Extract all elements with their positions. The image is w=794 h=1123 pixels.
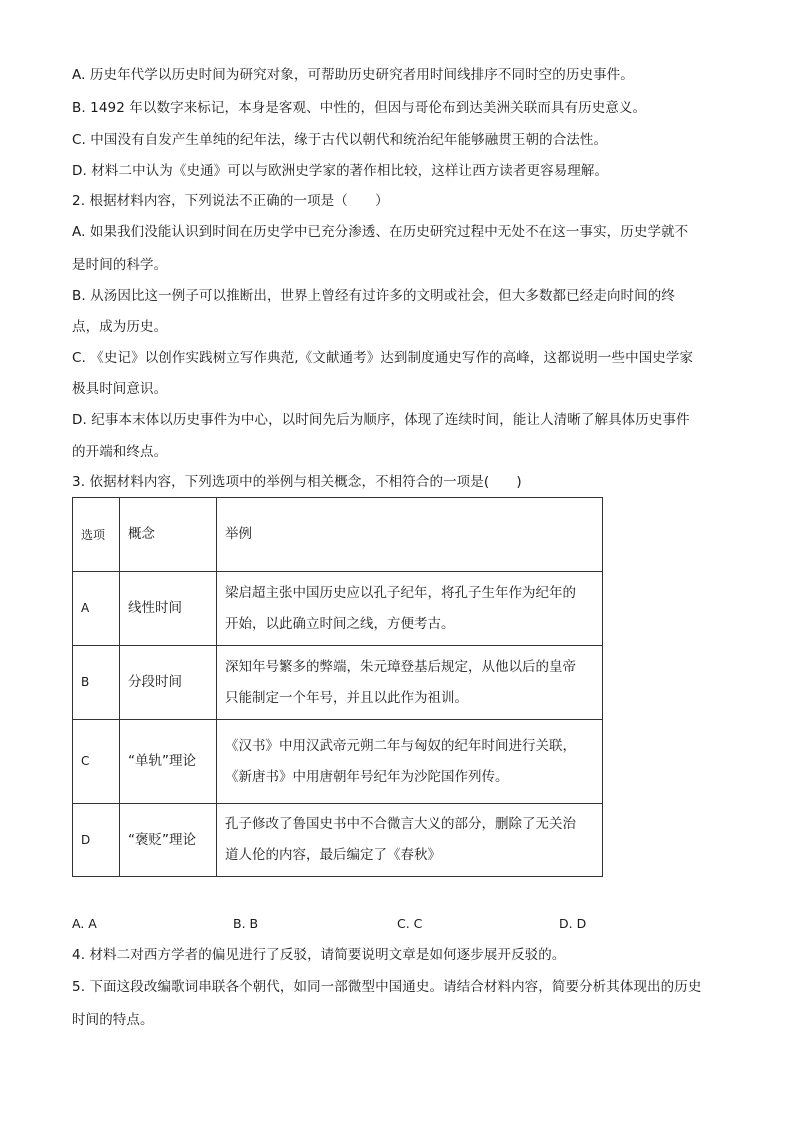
- example-line: 《新唐书》中用唐朝年号纪年为沙陀国作列传。: [225, 768, 509, 785]
- question-3-stem: 3. 依据材料内容，下列选项中的举例与相关概念，不相符合的一项是( ): [72, 474, 522, 490]
- table-cell-option: B: [73, 646, 120, 720]
- table-header-option: 选项: [73, 498, 120, 572]
- table-row: [73, 646, 603, 720]
- answer-choice-a: A. A: [72, 916, 97, 931]
- question-5-stem-line2: 时间的特点。: [72, 1012, 154, 1028]
- example-line: 开始，以此确立时间之线，方便考古。: [225, 615, 455, 632]
- question-5-stem-line1: 5. 下面这段改编歌词串联各个朝代，如同一部微型中国通史。请结合材料内容，简要分析其体现出的历史: [72, 979, 702, 995]
- question-2-option-a-line2: 是时间的科学。: [72, 257, 168, 273]
- question-1-option-a: A. 历史年代学以历史时间为研究对象，可帮助历史研究者用时间线排序不同时空的历史事件。: [72, 67, 634, 83]
- table-cell-concept: 线性时间: [120, 572, 217, 646]
- table-cell-example: [217, 720, 603, 804]
- question-2-option-c-line1: C. 《史记》以创作实践树立写作典范,《文献通考》达到制度通史写作的高峰，这都说明一些中国史学家: [72, 350, 694, 366]
- question-2-option-a-line1: A. 如果我们没能认识到时间在历史学中已充分渗透、在历史研究过程中无处不在这一事实，历史学就不: [72, 224, 689, 240]
- table-cell-option: C: [73, 720, 120, 804]
- concept-example-table: [72, 497, 603, 877]
- question-1-option-d: D. 材料二中认为《史通》可以与欧洲史学家的著作相比较，这样让西方读者更容易理解。: [72, 163, 609, 179]
- question-4-stem: 4. 材料二对西方学者的偏见进行了反驳，请简要说明文章是如何逐步展开反驳的。: [72, 947, 566, 963]
- answer-choice-d: D. D: [559, 916, 587, 931]
- question-1-option-c: C. 中国没有自发产生单纯的纪年法，缘于古代以朝代和统治纪年能够融贯王朝的合法性。: [72, 132, 608, 148]
- table-cell-concept: “褒贬”理论: [120, 804, 217, 877]
- example-line: 只能制定一个年号，并且以此作为祖训。: [225, 689, 468, 706]
- example-line: 《汉书》中用汉武帝元朔二年与匈奴的纪年时间进行关联，: [225, 737, 576, 754]
- table-cell-example: [217, 572, 603, 646]
- example-line: 道人伦的内容，最后编定了《春秋》: [225, 847, 441, 863]
- table-cell-concept: 分段时间: [120, 646, 217, 720]
- question-1-option-b: B. 1492 年以数字来标记，本身是客观、中性的，但因与哥伦布到达美洲关联而具有历史意义。: [72, 100, 647, 116]
- table-cell-example: [217, 646, 603, 720]
- example-line: 深知年号繁多的弊端，朱元璋登基后规定，从他以后的皇帝: [225, 658, 576, 675]
- question-2-option-d-line2: 的开端和终点。: [72, 444, 168, 460]
- table-row: [73, 572, 603, 646]
- question-2-option-b-line1: B. 从汤因比这一例子可以推断出，世界上曾经有过许多的文明或社会，但大多数都已经走向时间的终: [72, 288, 675, 304]
- example-line: 孔子修改了鲁国史书中不合微言大义的部分，删除了无关治: [225, 816, 576, 832]
- question-2-option-d-line1: D. 纪事本末体以历史事件为中心，以时间先后为顺序，体现了连续时间，能让人清晰了解具体历史事件: [72, 412, 690, 428]
- table-header-concept: 概念: [120, 498, 217, 572]
- table-header-example: 举例: [217, 498, 603, 572]
- answer-choice-b: B. B: [233, 916, 259, 931]
- answer-choice-c: C. C: [397, 916, 423, 931]
- table-cell-option: A: [73, 572, 120, 646]
- table-cell-option: D: [73, 804, 120, 877]
- question-2-stem: 2. 根据材料内容，下列说法不正确的一项是（ ）: [72, 193, 389, 209]
- table-header-row: [73, 498, 603, 572]
- table-row: [73, 720, 603, 804]
- example-line: 梁启超主张中国历史应以孔子纪年，将孔子生年作为纪年的: [225, 584, 576, 601]
- table-cell-concept: “单轨”理论: [120, 720, 217, 804]
- question-2-option-b-line2: 点，成为历史。: [72, 319, 168, 335]
- table-row: [73, 804, 603, 877]
- question-2-option-c-line2: 极具时间意识。: [72, 381, 168, 397]
- table-cell-example: [217, 804, 603, 877]
